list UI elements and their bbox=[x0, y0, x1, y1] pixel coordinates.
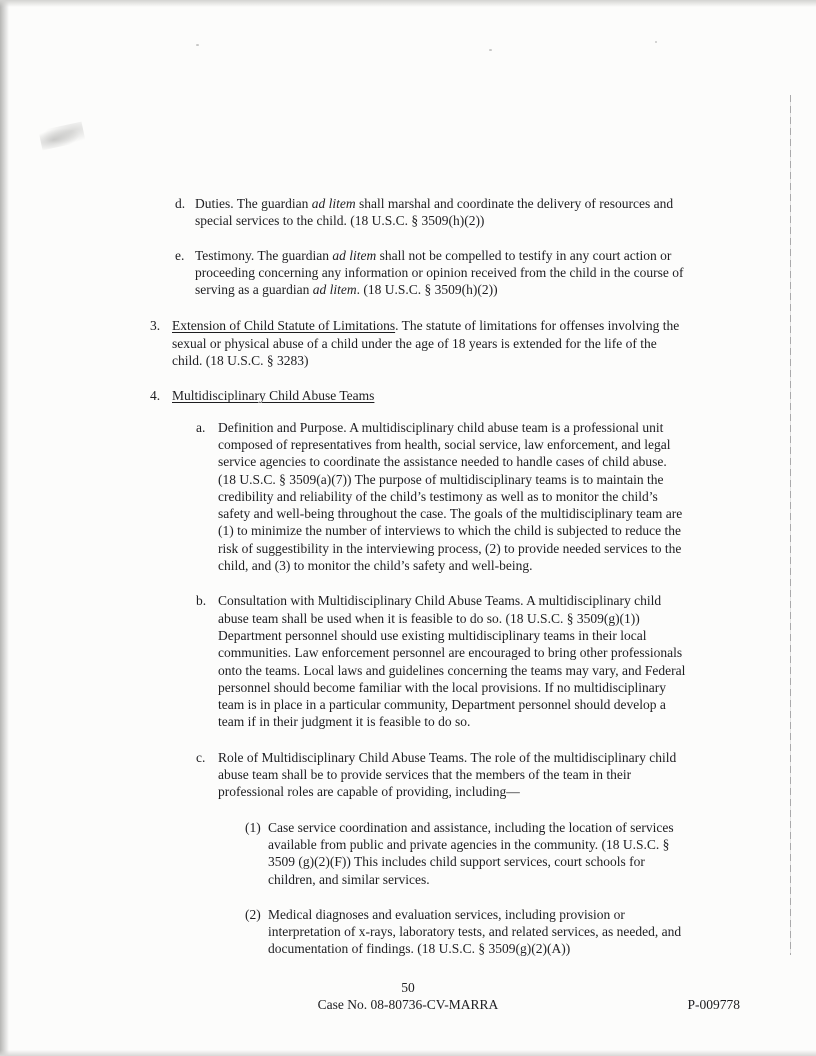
paragraph-text: Medical diagnoses and evaluation services, including provision or interpretation of x-rays, laboratory tests, and related services, as needed, and documentation of findings. (18 U.S.C. § 3509(g)(2)(A)) bbox=[268, 906, 682, 957]
page-number: 50 bbox=[401, 980, 415, 995]
case-number-line: Case No. 08-80736-CV-MARRA bbox=[317, 997, 499, 1012]
paragraph-text: Role of Multidisciplinary Child Abuse Teams. The role of the multidisciplinary child abuse team shall be to provide services that the members of the team in their professional roles are capable of providing, including— bbox=[218, 749, 677, 800]
paragraph-text: Testimony. The guardian ad litem shall not be compelled to testify in any court action or proceeding concerning any information or opinion received from the child in the course of serving as a guardian ad litem. (18 U.S.C. § 3509(h)(2)) bbox=[195, 247, 684, 298]
paragraph-text: Duties. The guardian ad litem shall marshal and coordinate the delivery of resources and special services to the child. (18 U.S.C. § 3509(h)(2)) bbox=[195, 196, 674, 229]
list-marker: (1) bbox=[245, 819, 261, 835]
numbered-sub-item-1 bbox=[245, 819, 686, 888]
section-heading: Multidisciplinary Child Abuse Teams bbox=[172, 388, 375, 404]
paragraph-text: Extension of Child Statute of Limitations. The statute of limitations for offenses involving the sexual or physical abuse of a child under the age of 18 years is extended for the life of the child. (18 U.S.C. § 3283) bbox=[172, 318, 680, 369]
list-marker: 3. bbox=[150, 318, 161, 334]
list-item-e bbox=[175, 247, 686, 299]
list-marker: 4. bbox=[150, 388, 161, 404]
numbered-item-3 bbox=[150, 317, 686, 369]
sub-item-b bbox=[196, 592, 686, 730]
numbered-sub-item-2 bbox=[245, 906, 686, 958]
paragraph-text: Consultation with Multidisciplinary Child Abuse Teams. A multidisciplinary child abuse team shall be used when it is feasible to do so. (18 U.S.C. § 3509(g)(1)) Department personnel should use existing multidisciplinary teams in their local communities. Law enforcement personnel are encouraged to bring other professionals onto the teams. Local laws and guidelines concerning the teams may vary, and Federal personnel should become familiar with the local provisions. If no multidisciplinary team is in place in a particular community, Department personnel should develop a team if in their judgment it is feasible to do so. bbox=[218, 593, 686, 730]
list-marker: (2) bbox=[245, 906, 261, 922]
numbered-item-4 bbox=[150, 387, 686, 404]
list-marker: d. bbox=[175, 196, 186, 211]
page-footer bbox=[0, 979, 816, 1013]
bates-number: P-009778 bbox=[687, 997, 740, 1012]
sub-item-c bbox=[196, 749, 686, 801]
list-marker: b. bbox=[196, 593, 207, 609]
paragraph-text: Case service coordination and assistance, including the location of services available from public and private agencies in the community. (18 U.S.C. § 3509 (g)(2)(F)) This includes child support services, court schools for children, and similar services. bbox=[268, 819, 674, 887]
paragraph-text: Definition and Purpose. A multidisciplinary child abuse team is a professional unit composed of representatives from health, social service, law enforcement, and legal service agencies to coordinate the assistance needed to handle cases of child abuse. (18 U.S.C. § 3509(a)(7)) The purpose of multidisciplinary teams is to maintain the credibility and reliability of the child’s testimony as well as to monitor the child’s safety and well-being throughout the case. The goals of the multidisciplinary team are (1) to minimize the number of interviews to which the child is subjected to reduce the risk of suggestibility in the interviewing process, (2) to provide needed services to the child, and (3) to monitor the child’s safety and well-being. bbox=[218, 419, 683, 574]
scan-edge-artifact bbox=[0, 1050, 816, 1056]
list-item-d bbox=[175, 195, 686, 230]
list-marker: c. bbox=[196, 749, 206, 765]
sub-item-a bbox=[196, 419, 686, 575]
list-marker: e. bbox=[175, 247, 185, 263]
list-marker: a. bbox=[196, 419, 206, 435]
